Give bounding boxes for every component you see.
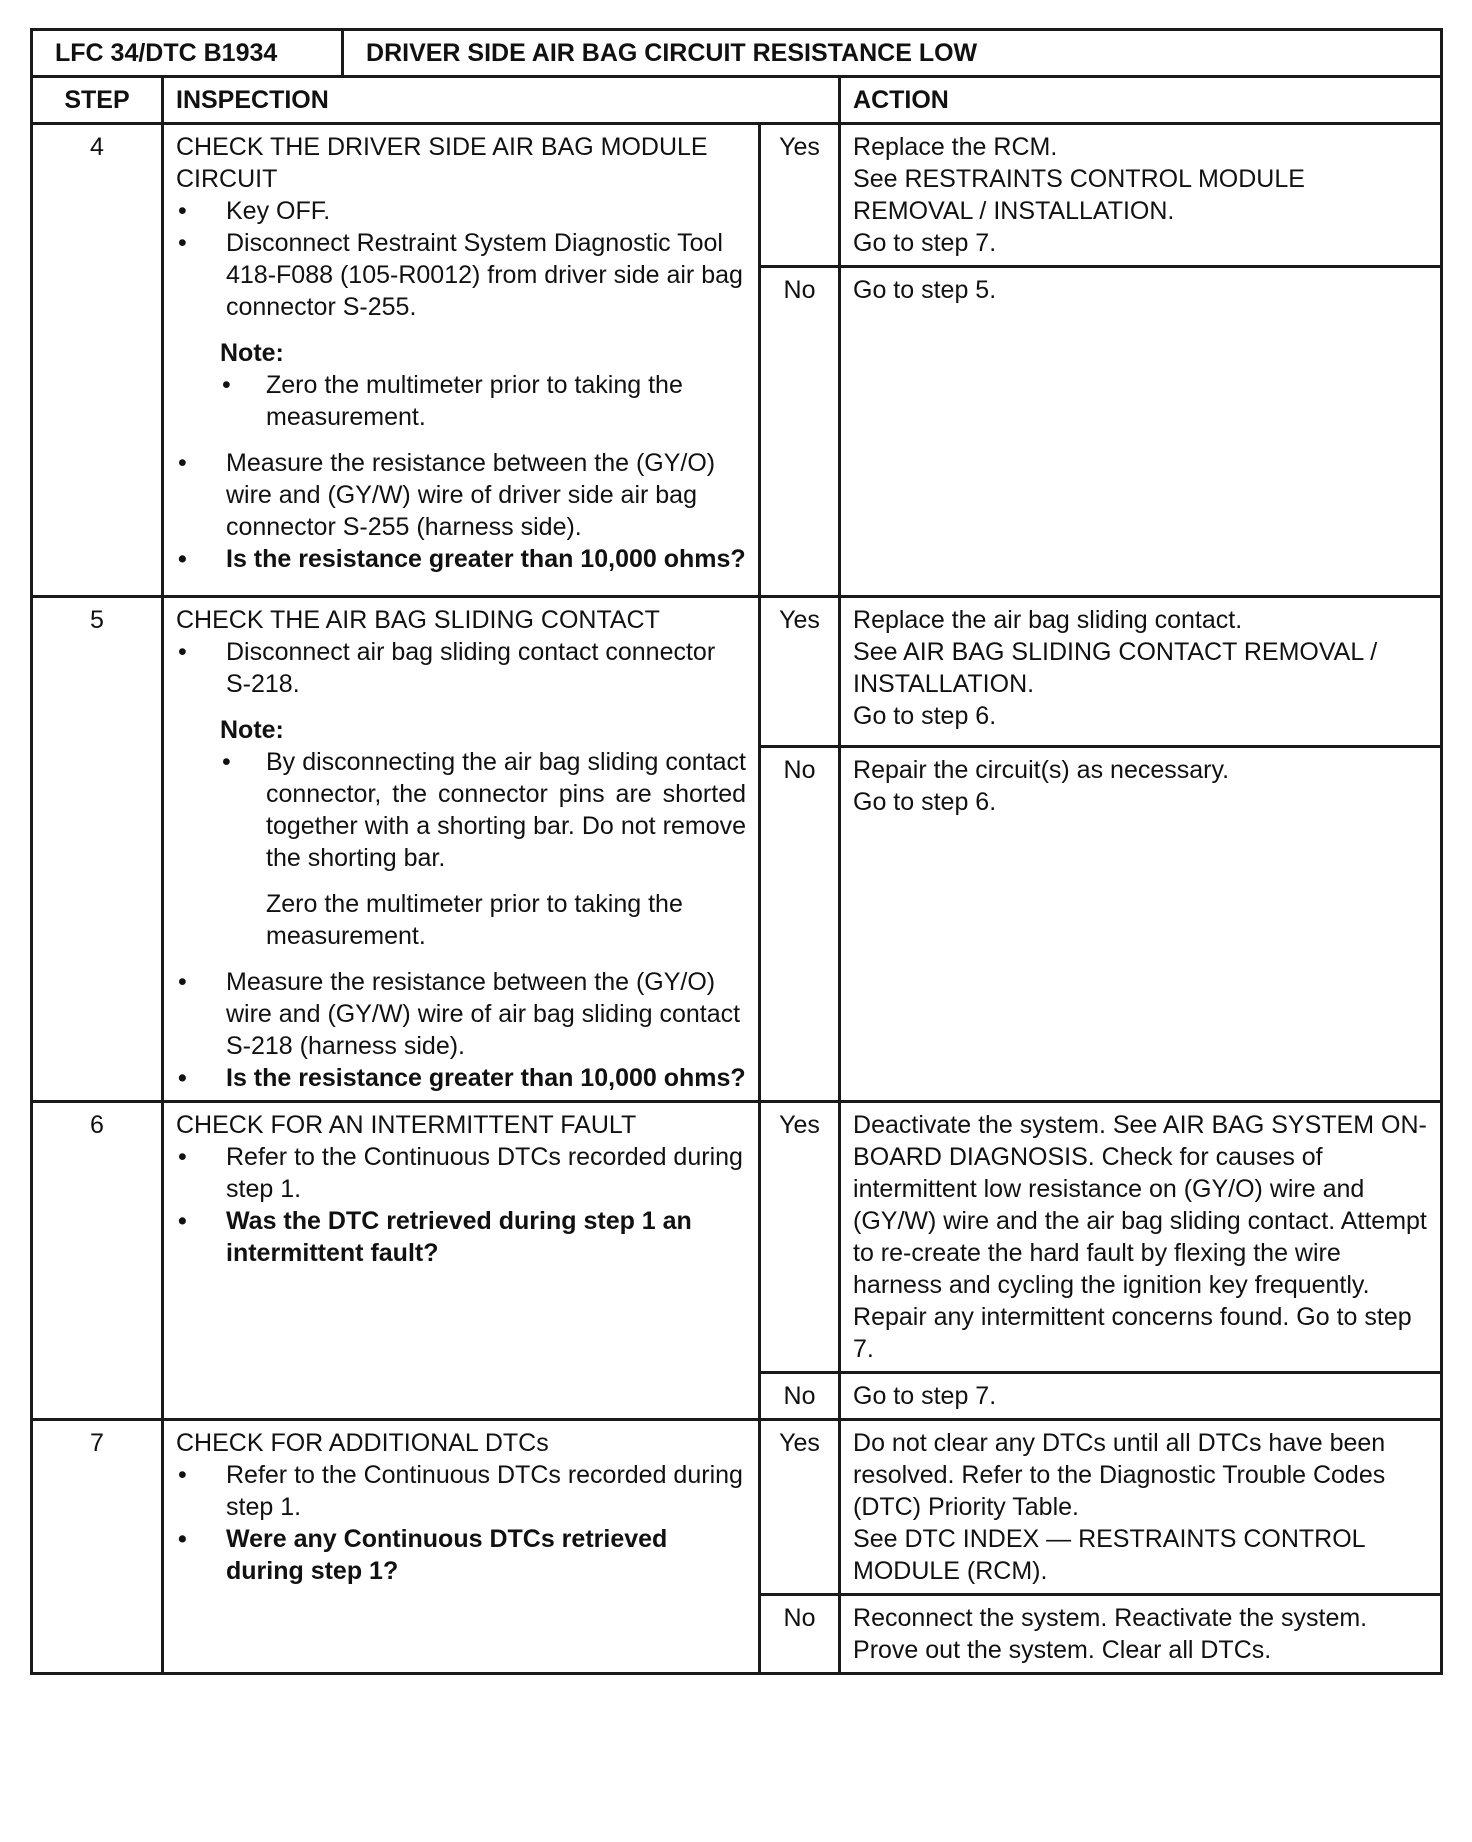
inspection-question: • Is the resistance greater than 10,000 ohms? bbox=[176, 543, 746, 575]
no-action bbox=[840, 746, 1442, 1102]
step-title: CHECK FOR AN INTERMITTENT FAULT bbox=[176, 1111, 637, 1139]
step-5-yes-row bbox=[32, 597, 1442, 747]
yes-action bbox=[840, 1102, 1442, 1373]
step-4-yes-row bbox=[32, 124, 1442, 267]
action-text: Go to step 7. bbox=[853, 1382, 997, 1410]
note-bullet: • Zero the multimeter prior to taking the measurement. bbox=[220, 369, 746, 433]
yes-action bbox=[840, 597, 1442, 747]
step-number: 6 bbox=[32, 1102, 163, 1420]
column-header-row bbox=[32, 77, 1442, 124]
note-block bbox=[220, 714, 746, 952]
no-label: No bbox=[760, 1373, 840, 1420]
page-title: DRIVER SIDE AIR BAG CIRCUIT RESISTANCE LOW bbox=[343, 30, 1442, 77]
yes-action bbox=[840, 1420, 1442, 1595]
step-7-yes-row bbox=[32, 1420, 1442, 1595]
note-bullet: • By disconnecting the air bag sliding contact connector, the connector pins are shorted together with a shorting bar. Do not remove the shorting bar. bbox=[220, 746, 746, 874]
action-text: Go to step 7. bbox=[853, 229, 997, 257]
step-6-yes-row bbox=[32, 1102, 1442, 1373]
no-label: No bbox=[760, 1595, 840, 1674]
action-text: Replace the RCM. bbox=[853, 133, 1058, 161]
step-column-header: STEP bbox=[32, 77, 163, 124]
step-number: 4 bbox=[32, 124, 163, 597]
step-title: CHECK THE AIR BAG SLIDING CONTACT bbox=[176, 606, 660, 634]
step-inspection bbox=[163, 597, 760, 1102]
note-text: Zero the multimeter prior to taking the measurement. bbox=[266, 890, 683, 950]
inspection-bullet: • Key OFF. bbox=[176, 195, 746, 227]
action-text: Go to step 5. bbox=[853, 276, 997, 304]
diagnostic-sheet bbox=[30, 28, 1440, 1675]
step-title: CHECK FOR ADDITIONAL DTCs bbox=[176, 1429, 549, 1457]
no-label: No bbox=[760, 746, 840, 1102]
inspection-bullet: • Measure the resistance between the (GY/O) wire and (GY/W) wire of air bag sliding contact S-218 (harness side). bbox=[176, 966, 746, 1062]
action-text: Go to step 6. bbox=[853, 787, 997, 816]
no-label: No bbox=[760, 267, 840, 597]
step-inspection bbox=[163, 1420, 760, 1674]
diagnostic-table bbox=[30, 28, 1443, 1675]
step-number: 5 bbox=[32, 597, 163, 1102]
lfc-code: LFC 34/DTC B1934 bbox=[32, 30, 343, 77]
step-inspection bbox=[163, 1102, 760, 1420]
action-reference: See RESTRAINTS CONTROL MODULE REMOVAL / INSTALLATION. bbox=[853, 165, 1305, 225]
note-title: Note: bbox=[220, 716, 284, 744]
action-text: Do not clear any DTCs until all DTCs have been resolved. Refer to the Diagnostic Trouble Codes (DTC) Priority Table. bbox=[853, 1429, 1386, 1521]
action-text: Replace the air bag sliding contact. bbox=[853, 606, 1243, 634]
action-column-header: ACTION bbox=[840, 77, 1442, 124]
no-action bbox=[840, 1595, 1442, 1674]
title-row bbox=[32, 30, 1442, 77]
inspection-bullet: • Refer to the Continuous DTCs recorded during step 1. bbox=[176, 1141, 746, 1205]
yes-label: Yes bbox=[760, 1102, 840, 1373]
step-title: CHECK THE DRIVER SIDE AIR BAG MODULE CIRCUIT bbox=[176, 133, 708, 193]
no-action bbox=[840, 1373, 1442, 1420]
inspection-bullet: • Disconnect Restraint System Diagnostic Tool 418-F088 (105-R0012) from driver side air bag connector S-255. bbox=[176, 227, 746, 323]
action-text: Go to step 6. bbox=[853, 702, 997, 730]
inspection-column-header: INSPECTION bbox=[163, 77, 840, 124]
inspection-bullet: • Measure the resistance between the (GY/O) wire and (GY/W) wire of driver side air bag connector S-255 (harness side). bbox=[176, 447, 746, 543]
inspection-question: • Was the DTC retrieved during step 1 an intermittent fault? bbox=[176, 1205, 746, 1269]
yes-action bbox=[840, 124, 1442, 267]
no-action bbox=[840, 267, 1442, 597]
step-number: 7 bbox=[32, 1420, 163, 1674]
yes-label: Yes bbox=[760, 597, 840, 747]
yes-label: Yes bbox=[760, 124, 840, 267]
yes-label: Yes bbox=[760, 1420, 840, 1595]
step-inspection bbox=[163, 124, 760, 597]
note-block bbox=[220, 337, 746, 433]
action-text: Deactivate the system. See AIR BAG SYSTEM ON-BOARD DIAGNOSIS. Check for causes of intermittent low resistance on (GY/O) wire and (GY/W) wire and the air bag sliding contact. Attempt to re-create the hard fault by flexing the wire harness and cycling the ignition key frequently. Repair any intermittent concerns found. Go to step 7. bbox=[853, 1111, 1427, 1363]
note-title: Note: bbox=[220, 339, 284, 367]
inspection-bullet: • Refer to the Continuous DTCs recorded during step 1. bbox=[176, 1459, 746, 1523]
action-reference: See AIR BAG SLIDING CONTACT REMOVAL / INSTALLATION. bbox=[853, 638, 1378, 698]
inspection-question: • Is the resistance greater than 10,000 ohms? bbox=[176, 1062, 746, 1094]
inspection-bullet: • Disconnect air bag sliding contact connector S-218. bbox=[176, 636, 746, 700]
action-text: Reconnect the system. Reactivate the system. Prove out the system. Clear all DTCs. bbox=[853, 1604, 1368, 1664]
action-reference: See DTC INDEX — RESTRAINTS CONTROL MODULE (RCM). bbox=[853, 1525, 1365, 1585]
inspection-question: • Were any Continuous DTCs retrieved during step 1? bbox=[176, 1523, 746, 1587]
action-text: Repair the circuit(s) as necessary. bbox=[853, 755, 1230, 784]
